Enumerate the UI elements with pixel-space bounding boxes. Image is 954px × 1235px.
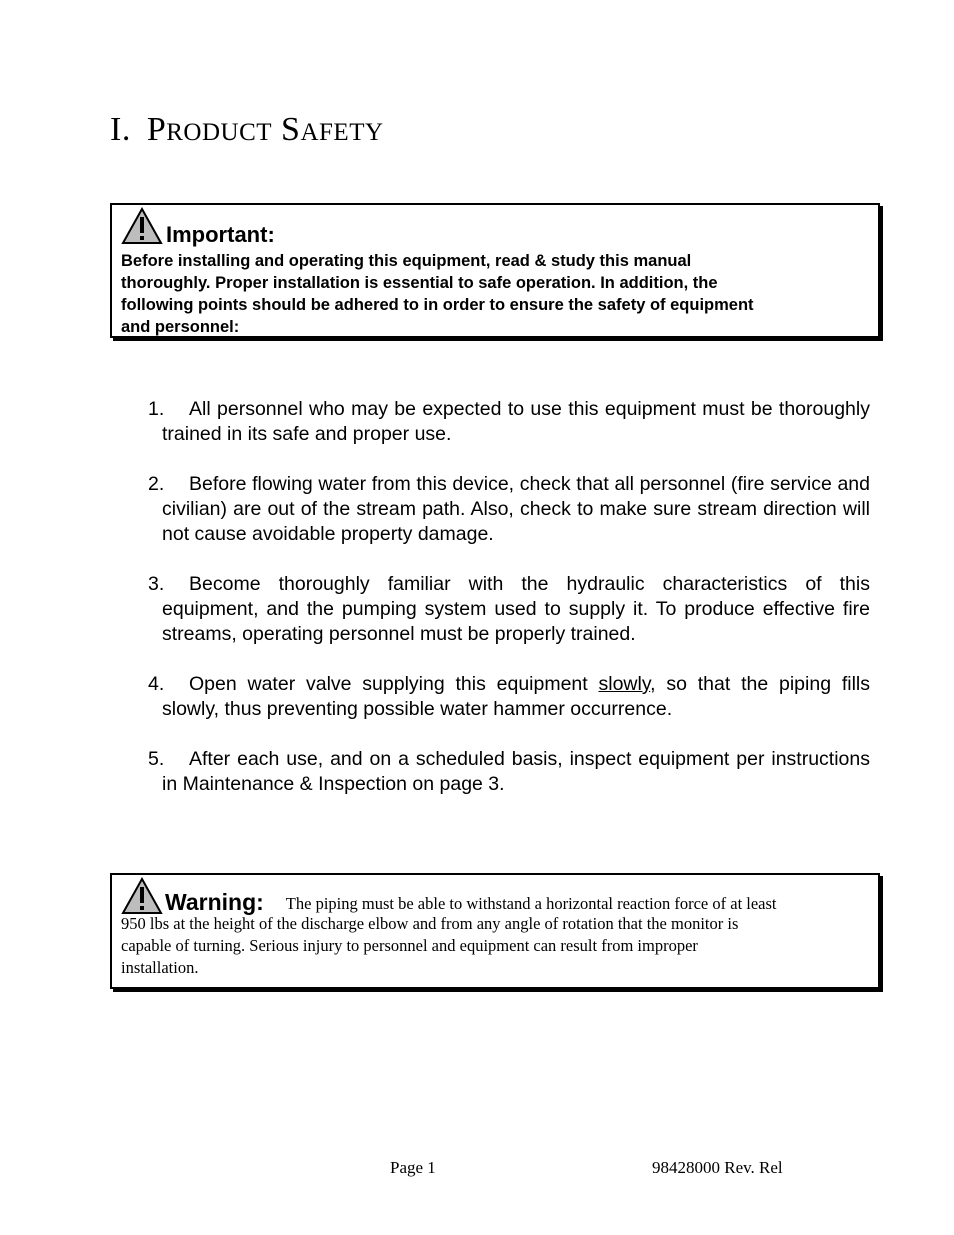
warning-first-line: The piping must be able to withstand a horizontal reaction force of at least: [285, 894, 777, 913]
heading-rest-2: AFETY: [300, 119, 384, 146]
item-text: After each use, and on a scheduled basis, inspect equipment per instructions in Maintenance & Inspection on page 3.: [162, 748, 870, 795]
warning-callout: [110, 873, 880, 989]
list-item: [148, 397, 870, 447]
important-body: [121, 250, 864, 338]
warning-line: capable of turning. Serious injury to personnel and equipment can result from improper: [121, 936, 698, 955]
heading-rest-1: RODUCT: [166, 119, 273, 146]
item-number: 2.: [148, 473, 165, 495]
important-line: thoroughly. Proper installation is essential to safe operation. In addition, the: [121, 274, 718, 292]
important-title-row: [121, 207, 864, 245]
list-item: [148, 472, 870, 547]
item-text: Before flowing water from this device, check that all personnel (fire service and civilian) are out of the stream path. Also, check to make sure stream direction will not cause avoidable property damage.: [162, 473, 870, 545]
heading-initial-2: S: [281, 111, 301, 148]
item-text: Become thoroughly familiar with the hydraulic characteristics of this equipment, and the pumping system used to supply it. To produce effective fire streams, operating personnel must be properly trained.: [162, 573, 870, 645]
warning-line: installation.: [121, 958, 199, 977]
warning-title-row: [121, 877, 864, 915]
safety-list: [148, 397, 870, 822]
heading-numeral: I.: [110, 111, 131, 148]
item-number: 5.: [148, 748, 165, 770]
item-number: 1.: [148, 398, 165, 420]
item-text-before: Open water valve supplying this equipment: [189, 673, 599, 695]
page-heading: [110, 108, 384, 155]
item-number: 4.: [148, 673, 165, 695]
list-item: [148, 672, 870, 722]
important-line: Before installing and operating this equipment, read & study this manual: [121, 252, 692, 270]
important-title: Important:: [166, 222, 275, 247]
document-revision: 98428000 Rev. Rel: [652, 1158, 783, 1177]
warning-title: Warning:: [165, 889, 264, 915]
important-line: following points should be adhered to in order to ensure the safety of equipment: [121, 296, 754, 314]
important-line: and personnel:: [121, 318, 240, 336]
item-text-after: , so that the piping fills slowly, thus preventing possible water hammer occurrence.: [162, 673, 870, 720]
list-item: [148, 747, 870, 797]
item-text: All personnel who may be expected to use this equipment must be thoroughly trained in its safe and proper use.: [162, 398, 870, 445]
item-number: 3.: [148, 573, 165, 595]
warning-triangle-icon: [121, 877, 163, 915]
item-text-underlined: slowly: [598, 673, 651, 695]
warning-triangle-icon: [121, 207, 163, 245]
important-callout: [110, 203, 880, 338]
page-number: Page 1: [390, 1158, 436, 1177]
list-item: [148, 572, 870, 647]
warning-body: [121, 913, 864, 979]
heading-initial-1: P: [146, 111, 167, 148]
warning-line: 950 lbs at the height of the discharge elbow and from any angle of rotation that the monitor is: [121, 914, 739, 933]
